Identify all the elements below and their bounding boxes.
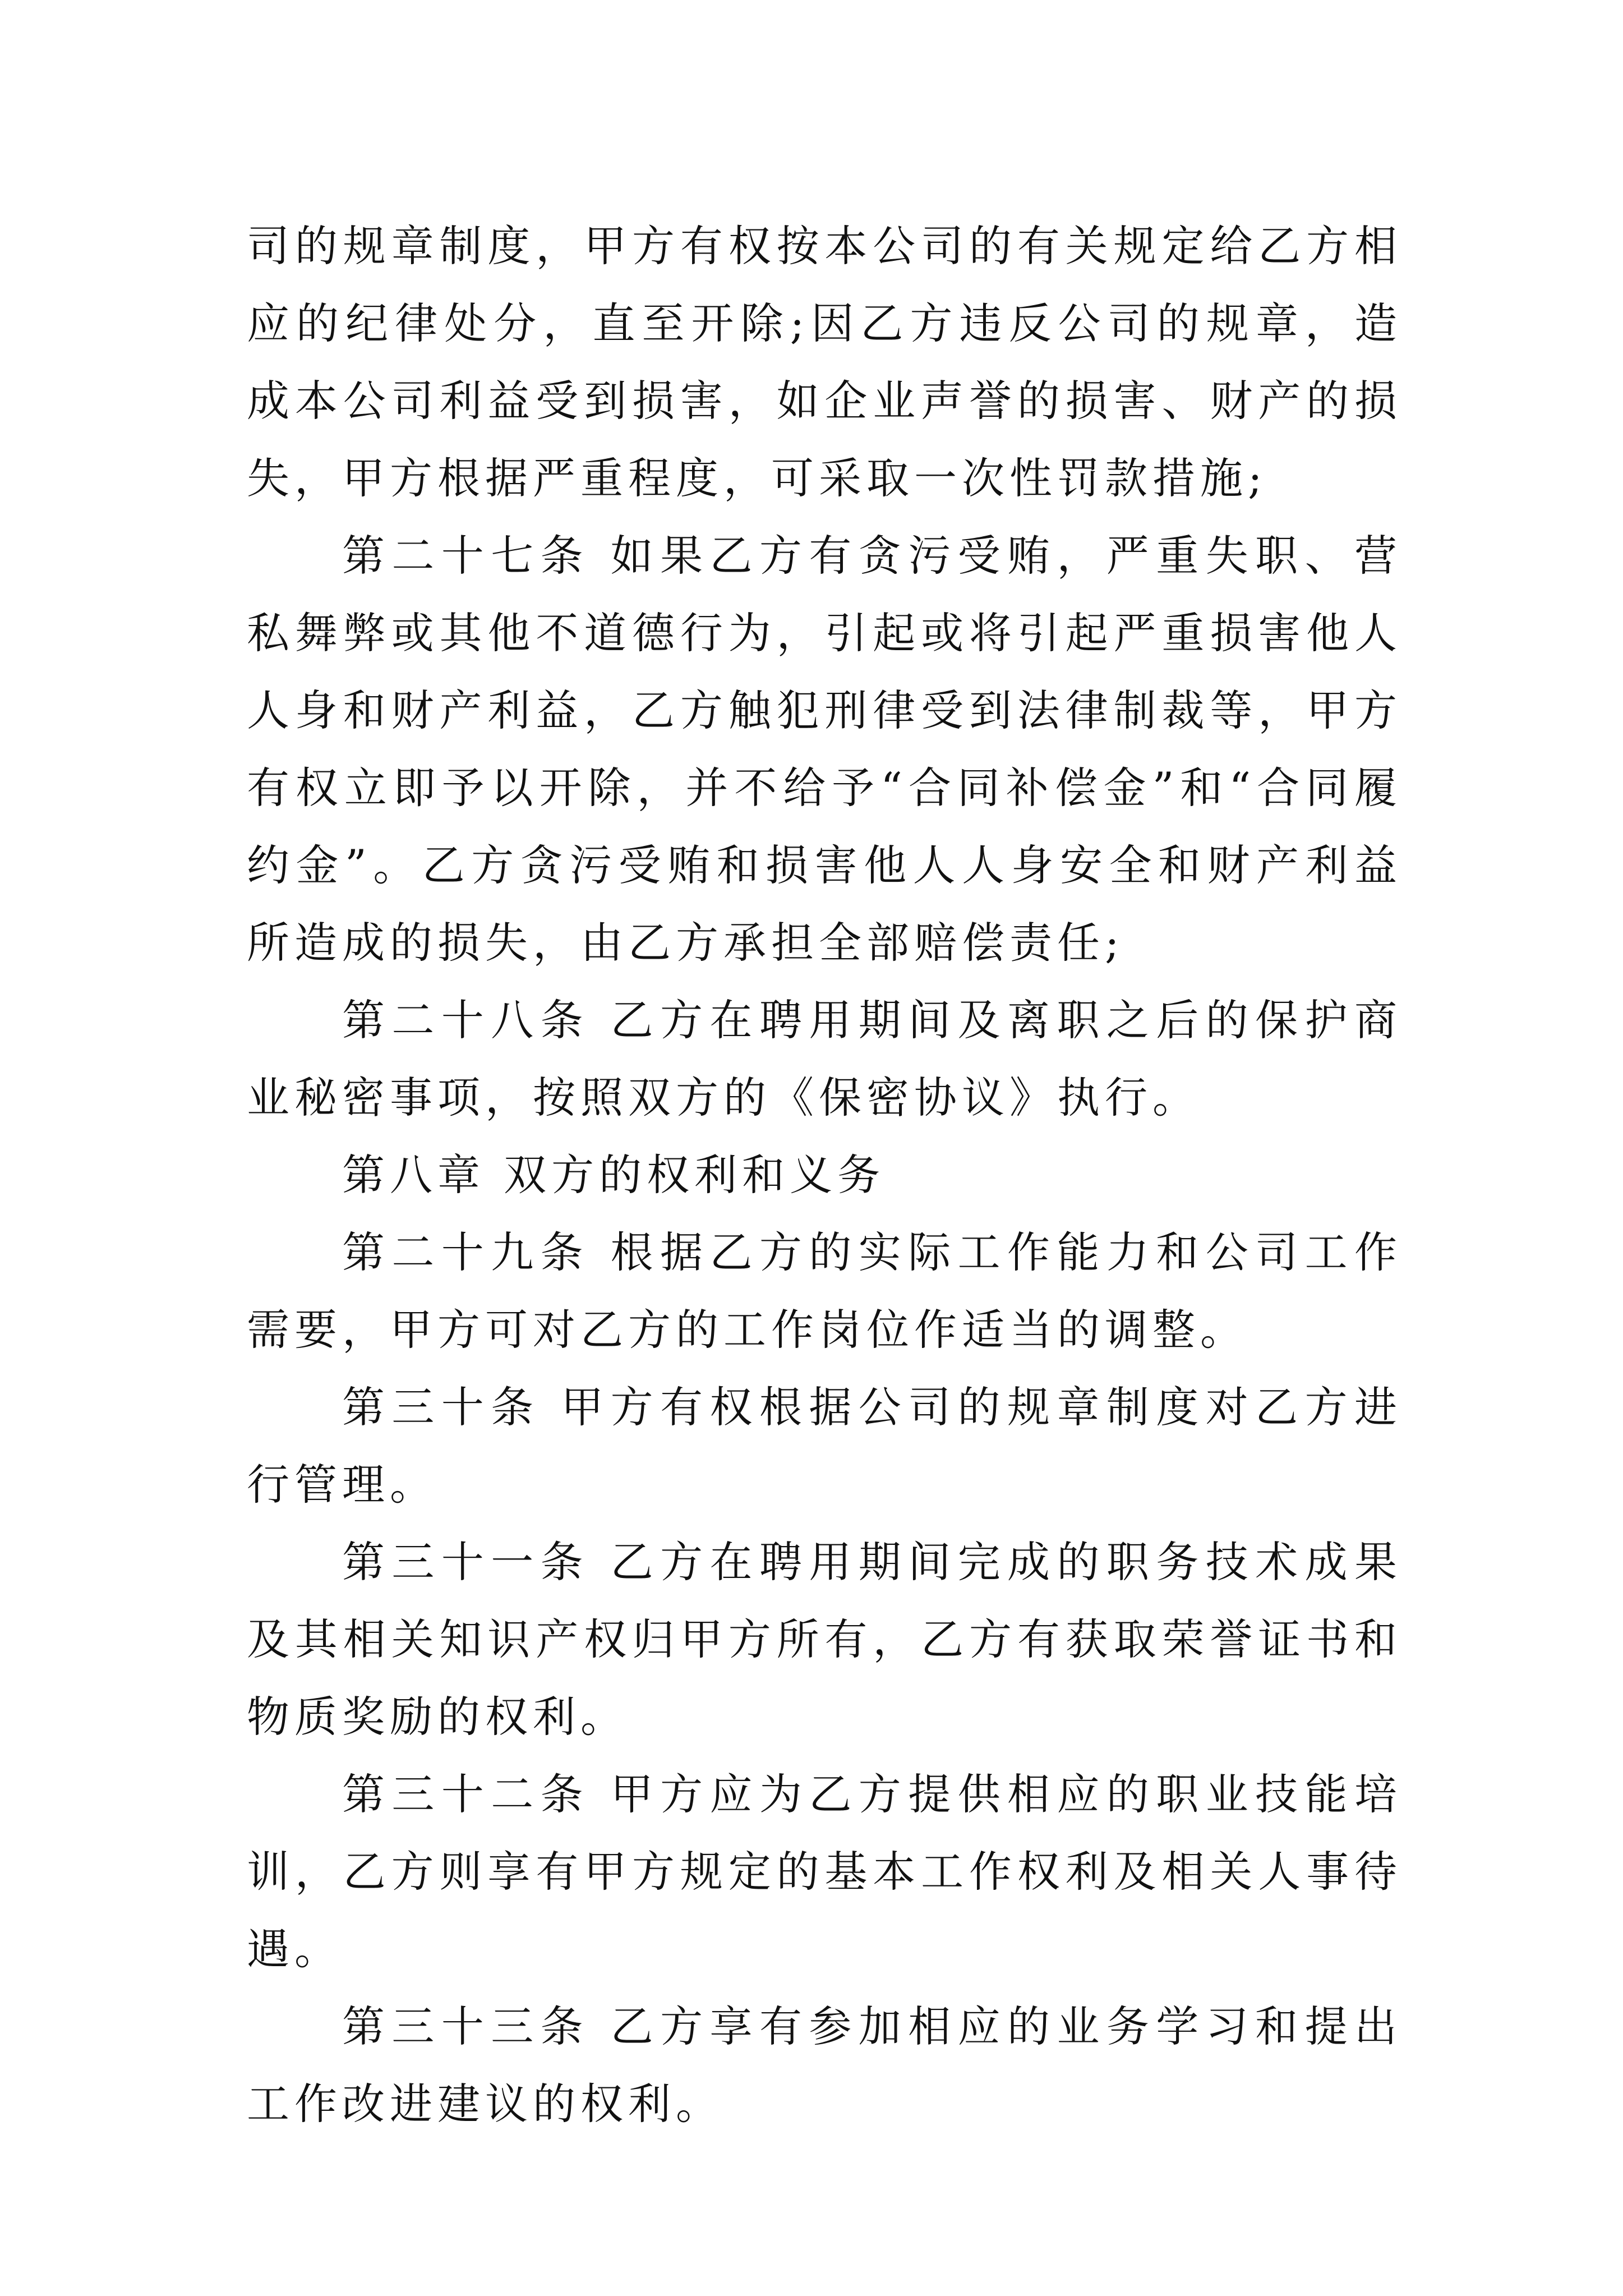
paragraph-article-29: 第二十九条 根据乙方的实际工作能力和公司工作需要，甲方可对乙方的工作岗位作适当的调整。 (247, 1227, 1402, 1355)
paragraph-article-28: 第二十八条 乙方在聘用期间及离职之后的保护商业秘密事项，按照双方的《保密协议》执行。 (247, 995, 1402, 1122)
paragraph-article-30: 第三十条 甲方有权根据公司的规章制度对乙方进行管理。 (247, 1382, 1402, 1510)
chapter-heading-8: 第八章 双方的权利和义务 (342, 1150, 886, 1200)
paragraph-article-27: 第二十七条 如果乙方有贪污受贿，严重失职、营私舞弊或其他不道德行为，引起或将引起严重损害他人人身和财产利益，乙方触犯刑律受到法律制裁等，甲方有权立即予以开除，并不给予“合同补偿金”和“合同履约金”。乙方贪污受贿和损害他人人身安全和财产利益所造成的损失，由乙方承担全部赔偿责任; (247, 531, 1402, 968)
document-body (247, 208, 1402, 2143)
paragraph-continuation: 司的规章制度，甲方有权按本公司的有关规定给乙方相应的纪律处分，直至开除;因乙方违反公司的规章，造成本公司利益受到损害，如企业声誉的损害、财产的损失，甲方根据严重程度，可采取一次性罚款措施; (247, 221, 1402, 503)
paragraph-article-33: 第三十三条 乙方享有参加相应的业务学习和提出工作改进建议的权利。 (247, 2001, 1402, 2129)
paragraph-article-32: 第三十二条 甲方应为乙方提供相应的职业技能培训，乙方则享有甲方规定的基本工作权利及相关人事待遇。 (247, 1769, 1402, 1974)
paragraph-article-31: 第三十一条 乙方在聘用期间完成的职务技术成果及其相关知识产权归甲方所有，乙方有获取荣誉证书和物质奖励的权利。 (247, 1537, 1402, 1742)
